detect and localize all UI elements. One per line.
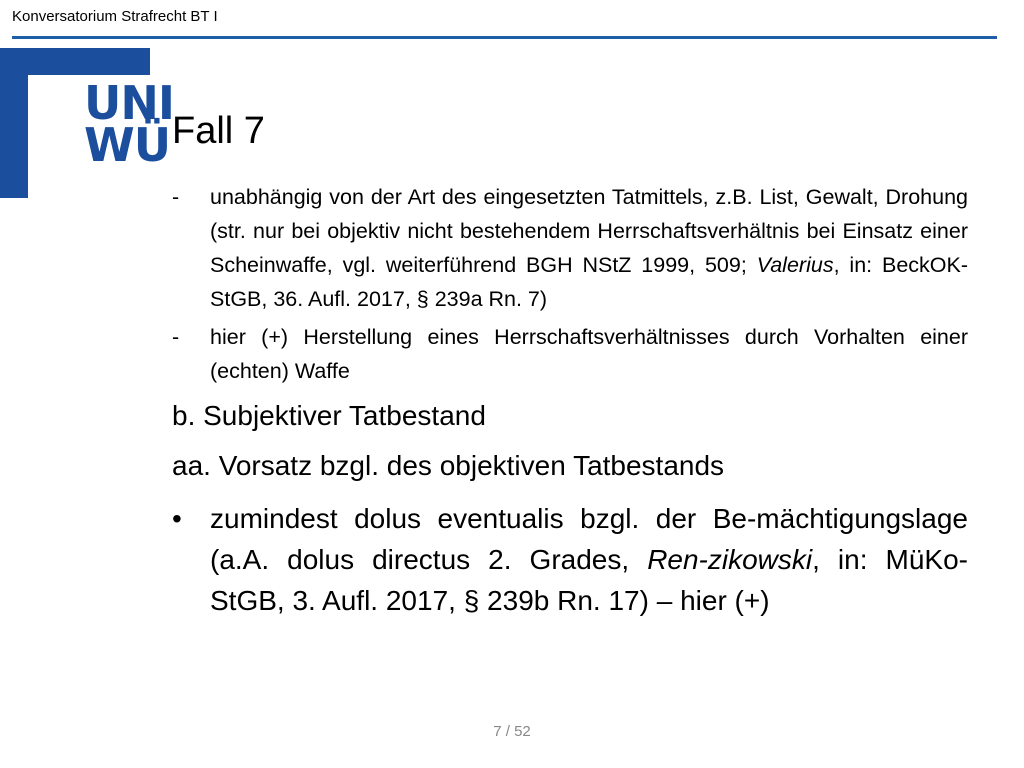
dash-item xyxy=(172,180,968,316)
dash-item xyxy=(172,320,968,388)
logo-text-line2: WÜ xyxy=(84,118,171,172)
page-number: 7 / 52 xyxy=(493,723,531,740)
logo-text-line1: UNI xyxy=(84,76,174,130)
slide-content xyxy=(172,180,968,621)
heading-intent: aa. Vorsatz bzgl. des objektiven Tatbestands xyxy=(172,450,725,481)
bullet-marker: • xyxy=(172,503,182,534)
slide-title: Fall 7 xyxy=(172,110,265,152)
heading-subjective: b. Subjektiver Tatbestand xyxy=(172,400,486,431)
bullet-item-text: zumindest dolus eventualis bzgl. der Be-mächtigungslage (a.A. dolus directus 2. Grades, Ren-zikowski, in: MüKo-StGB, 3. Aufl. 2017, § 239b Rn. 17) – hier (+) xyxy=(210,503,968,616)
author-name: Ren-zikowski xyxy=(647,544,813,575)
dash-item-text: hier (+) Herstellung eines Herrschaftsverhältnisses durch Vorhalten einer (echten) Waffe xyxy=(210,325,968,383)
dash-item-text: unabhängig von der Art des eingesetzten Tatmittels, z.B. List, Gewalt, Drohung (str. nur bei objektiv nicht bestehendem Herrschaftsverhältnis bei Einsatz einer Scheinwaffe, vgl. weiterführend BGH NStZ 1999, 509; Valerius, in: BeckOK-StGB, 36. Aufl. 2017, § 239a Rn. 7) xyxy=(210,185,969,311)
author-name: Valerius xyxy=(756,253,834,277)
dash-marker: - xyxy=(172,185,180,209)
course-title: Konversatorium Strafrecht BT I xyxy=(12,8,218,25)
header-divider xyxy=(12,36,997,39)
bullet-item xyxy=(172,498,968,621)
dash-marker: - xyxy=(172,325,180,349)
